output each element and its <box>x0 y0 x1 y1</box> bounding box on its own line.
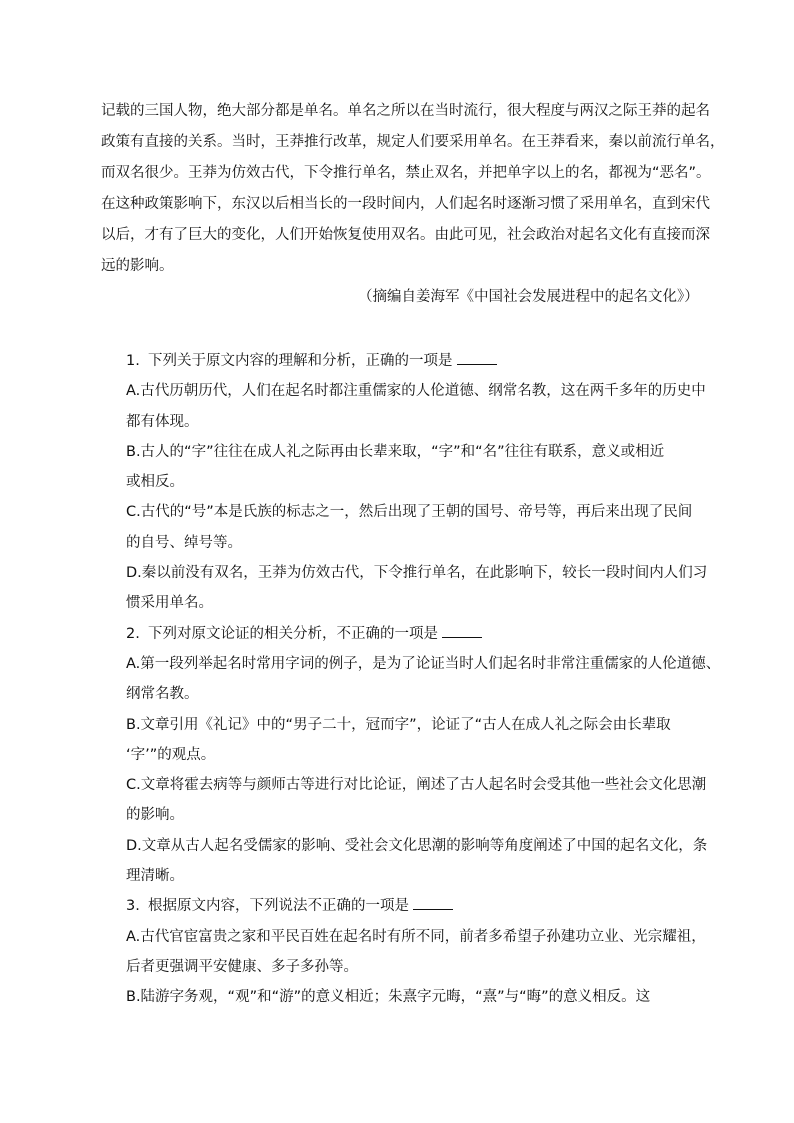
passage-source: （摘编自姜海军《中国社会发展进程中的起名文化》） <box>358 289 699 305</box>
passage-line: 记载的三国人物，绝大部分都是单名。单名之所以在当时流行，很大程度与两汉之际王莽的起名 <box>101 103 710 119</box>
option-line: C.古代的“号”本是氏族的标志之一，然后出现了王朝的国号、帝号等，再后来出现了民间 <box>126 504 693 521</box>
option-line: 惯采用单名。 <box>126 595 213 612</box>
question-text: 下列关于原文内容的理解和分析，正确的一项是 <box>148 353 453 369</box>
option-line: B.古人的“字”往往在成人礼之际再由长辈来取，“字”和“名”往往有联系，意义或相近 <box>126 443 665 460</box>
option-line: 理清晰。 <box>126 868 184 885</box>
question-1-stem <box>126 346 726 376</box>
option-line: A.第一段列举起名时常用字词的例子，是为了论证当时人们起名时非常注重儒家的人伦道德、 <box>126 655 721 672</box>
passage-line: 而双名很少。王莽为仿效古代，下令推行单名，禁止双名，并把单字以上的名，都视为“恶名”。 <box>101 165 711 181</box>
answer-blank[interactable] <box>442 623 482 638</box>
option-line: 都有体现。 <box>126 413 199 430</box>
passage-line: 以后，才有了巨大的变化，人们开始恢复使用双名。由此可见，社会政治对起名文化有直接而深 <box>101 227 710 243</box>
option-line: A.古代历朝历代，人们在起名时都注重儒家的人伦道德、纲常名教，这在两千多年的历史中 <box>126 383 706 400</box>
answer-blank[interactable] <box>413 895 453 910</box>
question-text: 下列对原文论证的相关分析，不正确的一项是 <box>148 625 438 642</box>
option-line: 纲常名教。 <box>126 686 199 703</box>
question-number: 1. <box>126 353 140 369</box>
question-2-stem <box>126 619 726 649</box>
question-list <box>126 346 726 1013</box>
option-line: B.陆游字务观，“观”和“游”的意义相近；朱熹字元晦，“熹”与“晦”的意义相反。这 <box>126 989 651 1006</box>
question-text: 根据原文内容，下列说法不正确的一项是 <box>148 898 409 915</box>
passage-line: 政策有直接的关系。当时，王莽推行改革，规定人们要采用单名。在王莽看来，秦以前流行单名， <box>101 134 725 150</box>
option-line: B.文章引用《礼记》中的“男子二十，冠而字”，论证了“古人在成人礼之际会由长辈取 <box>126 716 671 733</box>
option-line: D.秦以前没有双名，王莽为仿效古代，下令推行单名，在此影响下，较长一段时间内人们习 <box>126 565 708 582</box>
question-number: 2. <box>126 625 140 642</box>
option-line: 或相反。 <box>126 474 184 491</box>
option-line: 的自号、绰号等。 <box>126 534 242 551</box>
option-line: 的影响。 <box>126 807 184 824</box>
option-line: C.文章将霍去病等与颜师古等进行对比论证，阐述了古人起名时会受其他一些社会文化思潮 <box>126 777 707 794</box>
option-line: ‘字’”的观点。 <box>126 746 216 763</box>
option-line: 后者更强调平安健康、多子多孙等。 <box>126 958 358 975</box>
question-3-stem <box>126 891 726 921</box>
passage-line: 在这种政策影响下，东汉以后相当长的一段时间内，人们起名时逐渐习惯了采用单名，直到宋代 <box>101 196 710 212</box>
option-line: D.文章从古人起名受儒家的影响、受社会文化思潮的影响等角度阐述了中国的起名文化，条 <box>126 837 708 854</box>
option-line: A.古代官宦富贵之家和平民百姓在起名时有所不同，前者多希望子孙建功立业、光宗耀祖， <box>126 928 706 945</box>
passage-line: 远的影响。 <box>101 258 174 274</box>
passage-paragraph <box>101 96 725 282</box>
answer-blank[interactable] <box>457 350 497 365</box>
question-number: 3. <box>126 898 140 915</box>
